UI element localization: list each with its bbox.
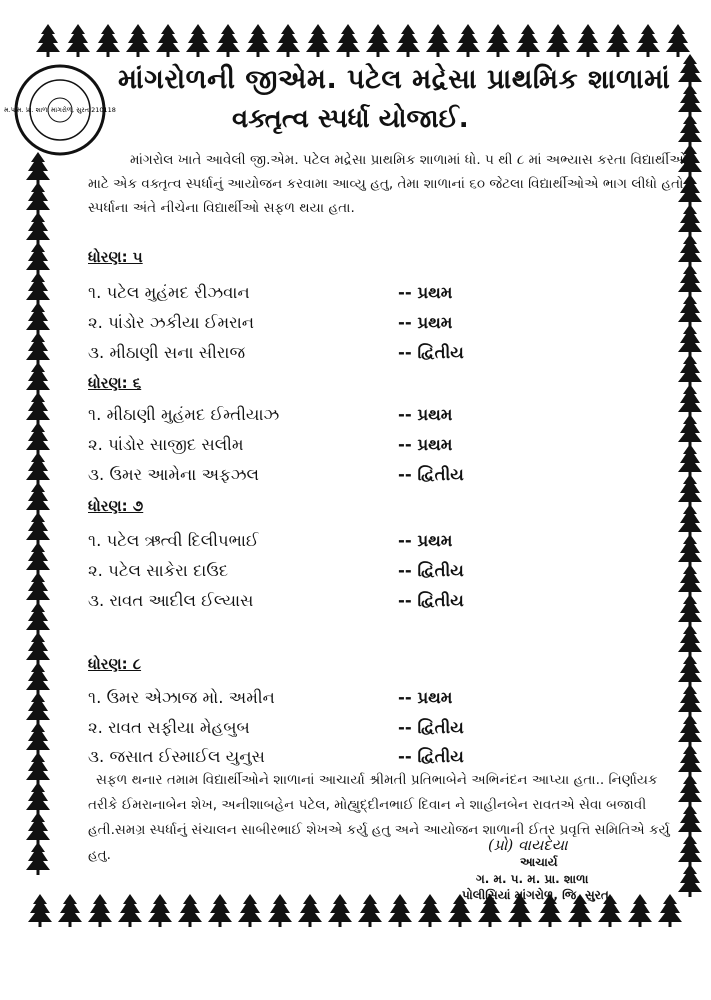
border-tree	[426, 24, 450, 57]
border-tree	[606, 24, 630, 57]
border-tree	[628, 894, 652, 927]
border-tree	[678, 474, 702, 507]
border-tree	[178, 894, 202, 927]
border-tree	[26, 722, 50, 755]
border-tree	[26, 782, 50, 815]
border-tree	[456, 24, 480, 57]
page-title-line1: માંગરોળની જીએમ. પટેલ મદ્રેસા પ્રાથમિક શાળામાં	[118, 64, 671, 95]
border-tree	[678, 714, 702, 747]
border-tree	[546, 24, 570, 57]
border-tree	[306, 24, 330, 57]
border-tree	[238, 894, 262, 927]
border-tree	[26, 632, 50, 665]
border-tree	[246, 24, 270, 57]
student-result: -- પ્રથમ	[398, 313, 453, 332]
border-tree	[118, 894, 142, 927]
border-tree	[26, 512, 50, 545]
border-tree	[516, 24, 540, 57]
border-tree	[366, 24, 390, 57]
school-round-stamp	[4, 62, 116, 158]
border-tree	[36, 24, 60, 57]
border-tree	[358, 894, 382, 927]
border-tree	[26, 482, 50, 515]
student-name: ૨. પટેલ સાકેરા દાઉદ	[88, 561, 229, 580]
border-tree	[26, 542, 50, 575]
student-name: ૩. જસાત ઈસ્માઈલ યુનુસ	[88, 747, 265, 766]
school-stamp-line1: ગ. મ. પ. મ. પ્રા. શાળા	[476, 872, 589, 886]
border-tree	[678, 534, 702, 567]
principal-signature: (પ્રો) વાયદેયા	[488, 836, 568, 854]
border-tree	[26, 242, 50, 275]
student-result: -- દ્વિતીય	[398, 465, 464, 484]
student-name: ૧. ઉમર એઝાજ મો. અમીન	[88, 688, 275, 707]
student-name: ૧. મીઠાણી મુહંમદ ઈમ્તીયાઝ	[88, 405, 280, 424]
school-stamp-line2: પોલીસિયાં માંગરોળ, જિ. સુરત.	[462, 888, 614, 902]
student-result: -- પ્રથમ	[398, 283, 453, 302]
border-tree	[26, 422, 50, 455]
border-tree	[388, 894, 412, 927]
student-name: ૨. પાંડોર સાજીદ સલીમ	[88, 435, 244, 454]
border-tree	[58, 894, 82, 927]
border-tree	[678, 384, 702, 417]
border-tree	[26, 302, 50, 335]
border-tree	[26, 662, 50, 695]
section-heading: ધોરણ: ૬	[88, 374, 142, 392]
border-tree	[678, 84, 702, 117]
border-tree	[126, 24, 150, 57]
student-name: ૩. મીઠાણી સના સીરાજ	[88, 343, 246, 362]
student-result: -- પ્રથમ	[398, 435, 453, 454]
border-tree	[298, 894, 322, 927]
border-tree	[678, 264, 702, 297]
border-tree	[26, 602, 50, 635]
border-tree	[26, 812, 50, 845]
border-tree	[26, 392, 50, 425]
border-tree	[26, 362, 50, 395]
student-result: -- પ્રથમ	[398, 688, 453, 707]
border-tree	[276, 24, 300, 57]
border-tree	[268, 894, 292, 927]
student-result: -- દ્વિતીય	[398, 561, 464, 580]
border-tree	[678, 294, 702, 327]
border-tree	[26, 692, 50, 725]
student-result: -- દ્વિતીય	[398, 343, 464, 362]
border-tree	[678, 234, 702, 267]
border-tree	[678, 324, 702, 357]
border-tree	[678, 684, 702, 717]
section-heading: ધોરણ: ૭	[88, 497, 144, 515]
border-tree	[658, 894, 682, 927]
border-tree	[336, 24, 360, 57]
student-name: ૩. ઉમર આમેના અફઝલ	[88, 465, 259, 484]
intro-paragraph: માંગરોલ ખાતે આવેલી જી.એમ. પટેલ મદ્રેસા પ્રાથમિક શાળામાં ધો. ૫ થી ૮ માં અભ્યાસ કરતા વિદ્યાર્થીઓ માટે એક વક્તૃત્વ સ્પર્ધાનું આયોજન કરવામા આવ્યુ હતુ, તેમા શાળાનાં ૬૦ જેટલા વિદ્યાર્થીઓએ ભાગ લીધો હતો. સ્પર્ધાના અંતે નીચેના વિદ્યાર્થીઓ સફળ થયા હતા.	[88, 152, 688, 216]
stamp-text: મ.પ.મ. પ્રા. શાળા માંગરોળ, સુરત 210118	[4, 106, 116, 114]
border-tree	[678, 624, 702, 657]
border-tree	[156, 24, 180, 57]
student-result: -- પ્રથમ	[398, 531, 453, 550]
border-tree	[26, 272, 50, 305]
border-tree	[396, 24, 420, 57]
border-tree	[26, 212, 50, 245]
border-tree	[88, 894, 112, 927]
student-result: -- પ્રથમ	[398, 405, 453, 424]
border-tree	[678, 654, 702, 687]
section-heading: ધોરણ: ૮	[88, 655, 142, 673]
border-tree	[678, 54, 702, 87]
student-name: ૧. પટેલ મુહંમદ રીઝવાન	[88, 283, 250, 302]
border-tree	[148, 894, 172, 927]
border-tree	[26, 332, 50, 365]
border-tree	[678, 564, 702, 597]
student-name: ૧. પટેલ ઋત્વી દિલીપભાઈ	[88, 531, 259, 550]
border-tree	[26, 452, 50, 485]
border-tree	[66, 24, 90, 57]
section-heading: ધોરણ: ૫	[88, 248, 143, 266]
border-tree	[678, 504, 702, 537]
border-tree	[576, 24, 600, 57]
border-tree	[678, 864, 702, 897]
student-result: -- દ્વિતીય	[398, 591, 464, 610]
border-tree	[26, 752, 50, 785]
border-tree	[26, 572, 50, 605]
border-tree	[96, 24, 120, 57]
border-tree	[418, 894, 442, 927]
border-tree	[28, 894, 52, 927]
border-tree	[678, 594, 702, 627]
border-tree	[208, 894, 232, 927]
border-tree	[216, 24, 240, 57]
border-tree	[328, 894, 352, 927]
closing-paragraph: સફળ થનાર તમામ વિદ્યાર્થીઓને શાળાનાં આચાર્યા શ્રીમતી પ્રતિભાબેને અભિનંદન આપ્યા હતા.. નિર્ણાયક તરીકે ઈમરાનાબેન શેખ, અનીશાબહેન પટેલ, મોહ્યુદ્દીનભાઈ દિવાન ને શાહીનબેન રાવતએ સેવા બજાવી હતી.સમગ્ર સ્પર્ધાનું સંચાલન સાબીરભાઈ શેખએ કર્યુ હતુ અને આયોજન શાળાની ઈતર પ્રવૃત્તિ સમિતિએ કર્યુ હતુ.	[88, 772, 670, 863]
student-result: -- દ્વિતીય	[398, 747, 464, 766]
student-result: -- દ્વિતીય	[398, 718, 464, 737]
page-title-line2: વક્તૃત્વ સ્પર્ધા યોજાઈ.	[232, 104, 469, 134]
border-tree	[636, 24, 660, 57]
student-name: ૨. રાવત સફીયા મેહબુબ	[88, 718, 250, 737]
border-tree	[678, 354, 702, 387]
student-name: ૨. પાંડોર ઝકીયા ઈમરાન	[88, 313, 255, 332]
principal-title: આચાર્ય	[520, 855, 558, 869]
border-tree	[26, 842, 50, 875]
border-tree	[26, 182, 50, 215]
border-tree	[666, 24, 690, 57]
border-tree	[678, 114, 702, 147]
border-tree	[678, 444, 702, 477]
border-tree	[186, 24, 210, 57]
border-tree	[678, 414, 702, 447]
border-tree	[486, 24, 510, 57]
student-name: ૩. રાવત આદીલ ઈલ્યાસ	[88, 591, 254, 610]
